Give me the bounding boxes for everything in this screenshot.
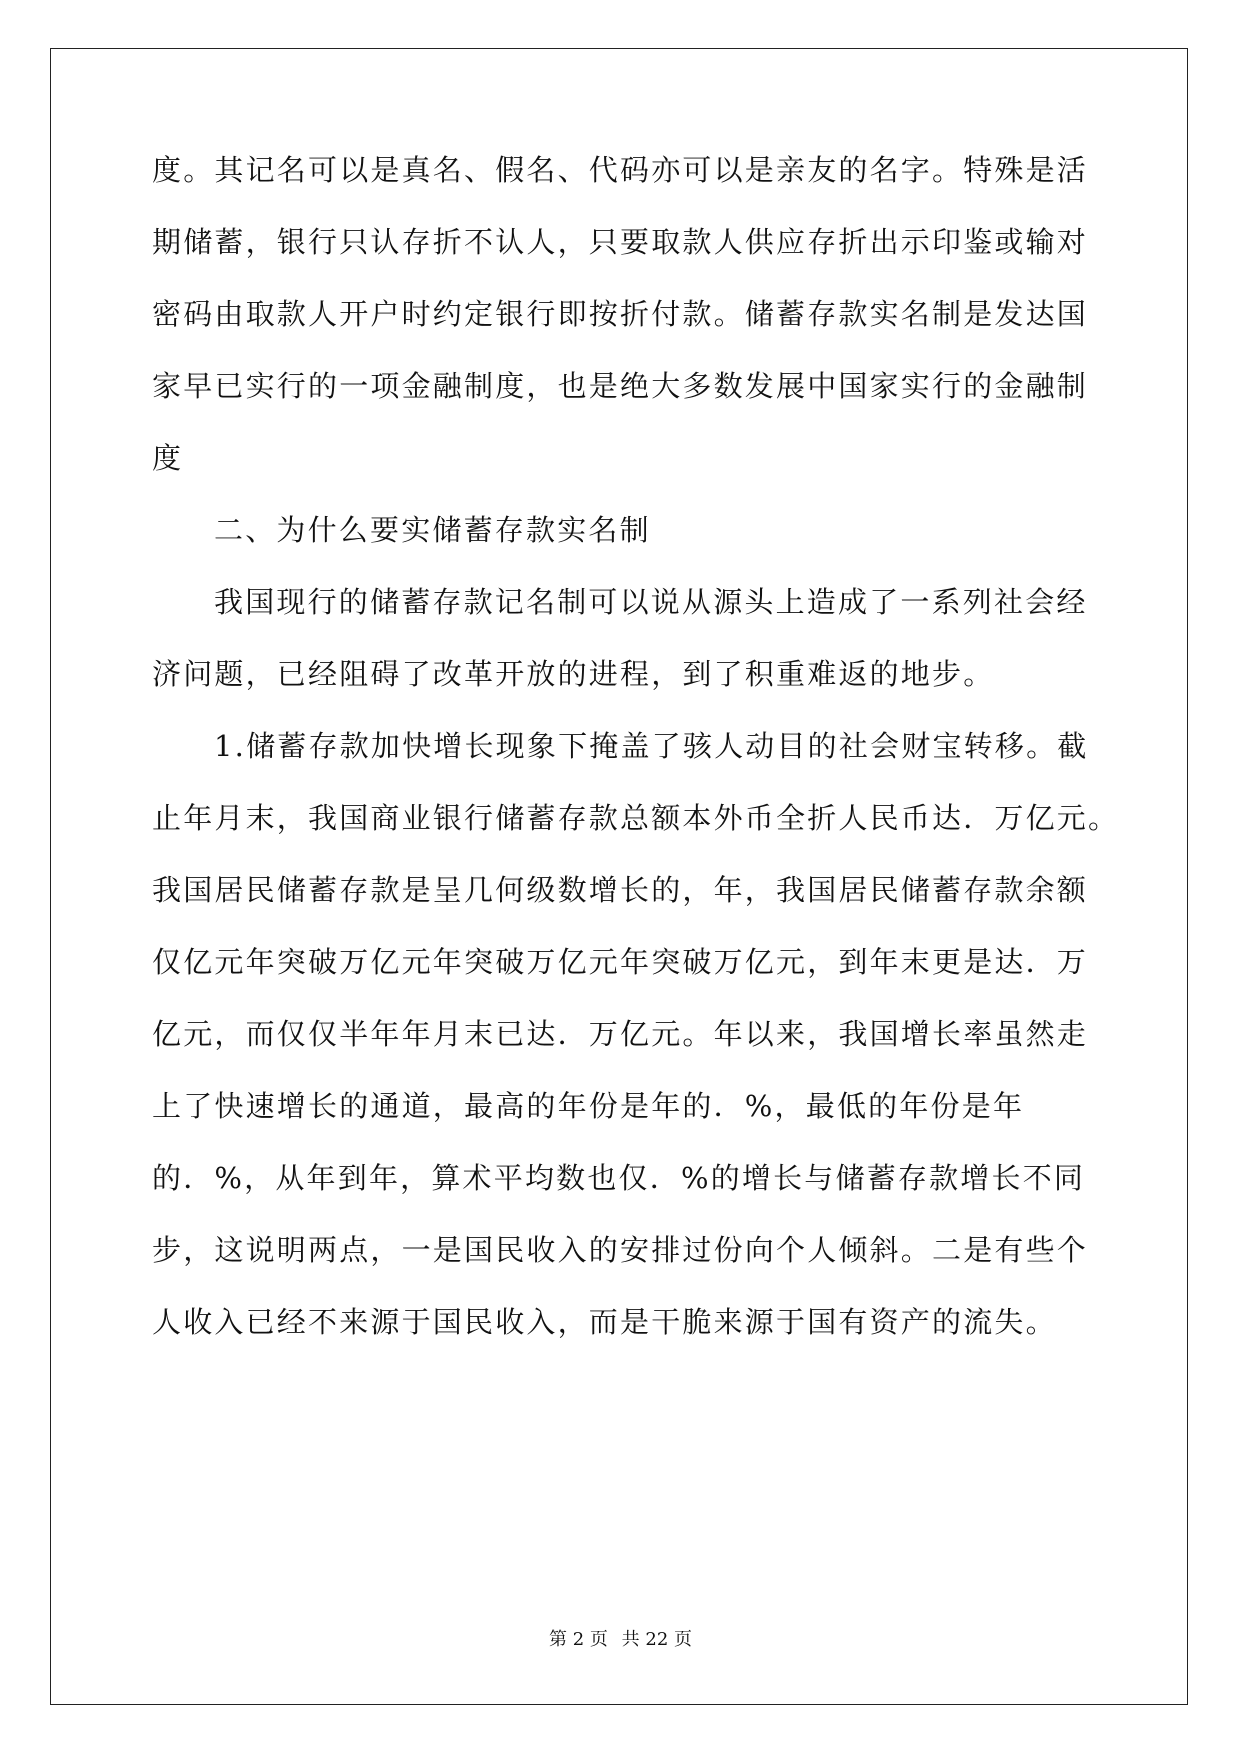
text-line: 的．%，从年到年，算术平均数也仅．%的增长与储蓄存款增长不同 — [152, 1161, 1086, 1195]
text-line: 度。其记名可以是真名、假名、代码亦可以是亲友的名字。特殊是活 — [152, 153, 1089, 187]
text-line: 济问题，已经阻碍了改革开放的进程，到了积重难返的地步。 — [152, 657, 995, 691]
text-line: 上了快速增长的通道，最高的年份是年的．%，最低的年份是年 — [152, 1089, 1025, 1123]
text-line: 密码由取款人开户时约定银行即按折付款。储蓄存款实名制是发达国 — [152, 297, 1089, 331]
text-line: 亿元，而仅仅半年年月末已达．万亿元。年以来，我国增长率虽然走 — [152, 1017, 1089, 1051]
page-footer — [0, 1625, 1241, 1651]
page-number: 第 2 页 — [549, 1629, 608, 1650]
text-line: 家早已实行的一项金融制度，也是绝大多数发展中国家实行的金融制 — [152, 369, 1089, 403]
text-line: 步，这说明两点，一是国民收入的安排过份向个人倾斜。二是有些个 — [152, 1233, 1089, 1267]
text-line: 度 — [152, 441, 184, 475]
text-line: 仅亿元年突破万亿元年突破万亿元年突破万亿元，到年末更是达．万 — [152, 945, 1089, 979]
text-line: 1.储蓄存款加快增长现象下掩盖了骇人动目的社会财宝转移。截 — [214, 729, 1089, 763]
total-pages: 共 22 页 — [621, 1629, 692, 1650]
text-line: 期储蓄，银行只认存折不认人，只要取款人供应存折出示印鉴或输对 — [152, 225, 1089, 259]
text-line: 止年月末，我国商业银行储蓄存款总额本外币全折人民币达．万亿元。 — [152, 801, 1120, 835]
text-line: 我国居民储蓄存款是呈几何级数增长的，年，我国居民储蓄存款余额 — [152, 873, 1089, 907]
section-heading: 二、为什么要实储蓄存款实名制 — [214, 513, 651, 547]
text-line: 我国现行的储蓄存款记名制可以说从源头上造成了一系列社会经 — [214, 585, 1088, 619]
text-line: 人收入已经不来源于国民收入，而是干脆来源于国有资产的流失。 — [152, 1305, 1057, 1339]
